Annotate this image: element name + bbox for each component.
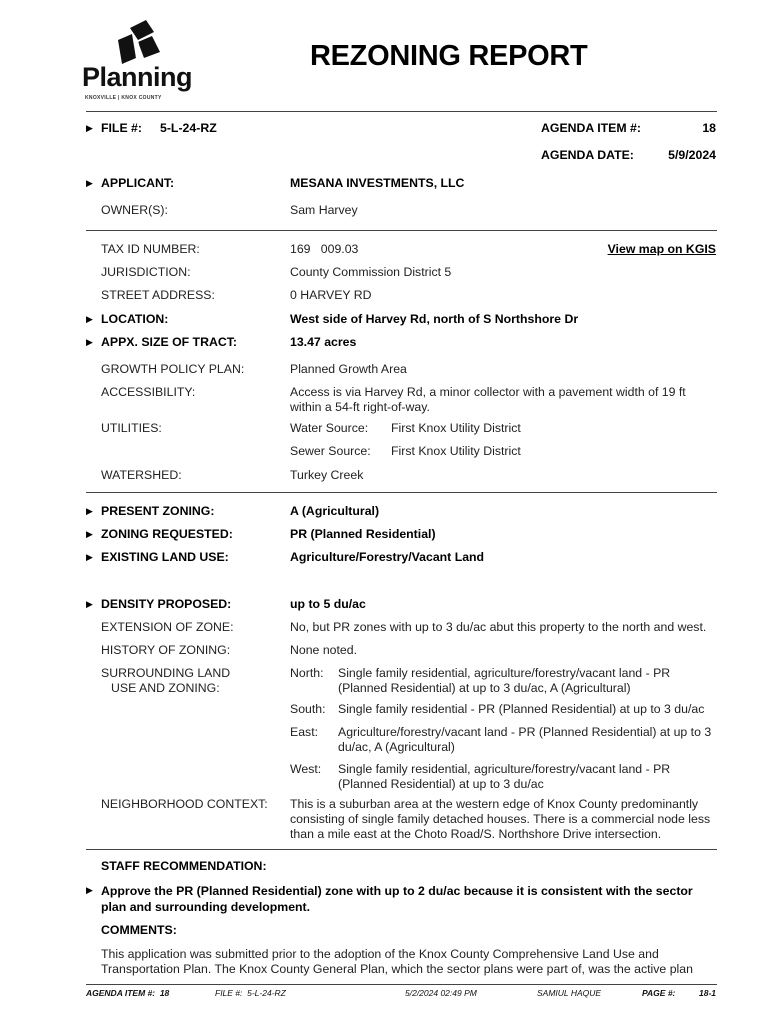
north-label: North: (290, 666, 324, 680)
land-use-label: EXISTING LAND USE: (101, 550, 229, 564)
neighborhood-label: NEIGHBORHOOD CONTEXT: (101, 797, 268, 811)
agenda-date-label: AGENDA DATE: (541, 148, 634, 162)
watershed-value: Turkey Creek (290, 468, 364, 482)
footer-agenda-item: AGENDA ITEM #: 18 (86, 988, 170, 998)
kgis-map-link[interactable]: View map on KGIS (607, 242, 716, 256)
file-number: 5-L-24-RZ (160, 121, 217, 135)
divider (86, 111, 717, 112)
neighborhood-value: This is a suburban area at the western edge of Knox County predominantly consisting of single family detached houses. There is a commercial node less than a mile east at the Choto Road/S. Northshore Drive intersection. (290, 797, 711, 841)
divider (86, 230, 717, 231)
present-zoning-value: A (Agricultural) (290, 504, 380, 518)
logo-subtitle: KNOXVILLE | KNOX COUNTY (85, 95, 162, 101)
sewer-source-value: First Knox Utility District (391, 444, 521, 458)
divider (86, 492, 717, 493)
east-label: East: (290, 725, 319, 739)
growth-value: Planned Growth Area (290, 362, 407, 376)
agenda-date-value: 5/9/2024 (668, 148, 716, 162)
comments-text: This application was submitted prior to the adoption of the Knox County Comprehensive Land Use and Transportation Plan. The Knox County General Plan, which the sector plans were part of, was the active plan (101, 947, 693, 976)
street-value: 0 HARVEY RD (290, 288, 372, 302)
tax-id-value: 169 009.03 (290, 242, 359, 256)
owner-label: OWNER(S): (101, 203, 168, 217)
street-label: STREET ADDRESS: (101, 288, 215, 302)
arrow-icon: ▶ (86, 337, 93, 347)
owner-value: Sam Harvey (290, 203, 358, 217)
access-value: Access is via Harvey Rd, a minor collector with a pavement width of 19 ft within a 54-ft right-of-way. (290, 385, 686, 414)
footer-page-number: 18-1 (698, 988, 716, 998)
location-label: LOCATION: (101, 312, 169, 326)
agenda-item-value: 18 (702, 121, 716, 135)
planning-logo (82, 18, 202, 104)
comments-heading: COMMENTS: (101, 923, 177, 937)
arrow-icon: ▶ (86, 123, 93, 133)
east-value: Agriculture/forestry/vacant land - PR (Planned Residential) at up to 3 du/ac, A (Agricultural) (338, 725, 712, 754)
south-value: Single family residential - PR (Planned Residential) at up to 3 du/ac (338, 702, 705, 716)
north-value: Single family residential, agriculture/forestry/vacant land - PR (Planned Residential) at up to 3 du/ac, A (Agricultural) (338, 666, 671, 695)
footer-rule (86, 984, 717, 985)
surrounding-label: SURROUNDING LAND (101, 666, 231, 680)
west-label: West: (290, 762, 322, 776)
south-label: South: (290, 702, 326, 716)
extension-label: EXTENSION OF ZONE: (101, 620, 234, 634)
applicant-value: MESANA INVESTMENTS, LLC (290, 176, 465, 190)
land-use-value: Agriculture/Forestry/Vacant Land (290, 550, 485, 564)
present-zoning-label: PRESENT ZONING: (101, 504, 215, 518)
agenda-item-label: AGENDA ITEM #: (541, 121, 641, 135)
footer-file: FILE #: 5-L-24-RZ (215, 988, 286, 998)
arrow-icon: ▶ (86, 506, 93, 516)
jurisdiction-label: JURISDICTION: (101, 265, 191, 279)
watershed-label: WATERSHED: (101, 468, 182, 482)
sewer-source-label: Sewer Source: (290, 444, 371, 458)
arrow-icon: ▶ (86, 529, 93, 539)
water-source-value: First Knox Utility District (391, 421, 521, 435)
access-label: ACCESSIBILITY: (101, 385, 196, 399)
applicant-label: APPLICANT: (101, 176, 175, 190)
growth-label: GROWTH POLICY PLAN: (101, 362, 245, 376)
tract-value: 13.47 acres (290, 335, 357, 349)
arrow-icon: ▶ (86, 599, 93, 609)
history-label: HISTORY OF ZONING: (101, 643, 231, 657)
footer-date: 5/2/2024 02:49 PM (405, 988, 477, 998)
zoning-requested-label: ZONING REQUESTED: (101, 527, 233, 541)
footer-staff: SAMIUL HAQUE (537, 988, 602, 998)
planning-logo-icon (108, 18, 168, 66)
staff-recommendation: Approve the PR (Planned Residential) zone with up to 2 du/ac because it is consistent with the sector plan and surrounding development. (101, 884, 693, 914)
arrow-icon: ▶ (86, 314, 93, 324)
density-value: up to 5 du/ac (290, 597, 366, 611)
file-label: FILE #: (101, 121, 142, 135)
staff-heading: STAFF RECOMMENDATION: (101, 859, 267, 873)
arrow-icon: ▶ (86, 885, 93, 895)
arrow-icon: ▶ (86, 178, 93, 188)
utilities-label: UTILITIES: (101, 421, 162, 435)
arrow-icon: ▶ (86, 552, 93, 562)
surrounding-label-2: USE AND ZONING: (111, 681, 220, 695)
history-value: None noted. (290, 643, 358, 657)
tract-label: APPX. SIZE OF TRACT: (101, 335, 237, 349)
jurisdiction-value: County Commission District 5 (290, 265, 452, 279)
page-title: REZONING REPORT (310, 40, 588, 72)
water-source-label: Water Source: (290, 421, 369, 435)
extension-value: No, but PR zones with up to 3 du/ac abut this property to the north and west. (290, 620, 707, 634)
logo-word: Planning (82, 62, 192, 92)
divider (86, 849, 717, 850)
footer-page-label: PAGE #: (642, 988, 676, 998)
tax-id-label: TAX ID NUMBER: (101, 242, 200, 256)
density-label: DENSITY PROPOSED: (101, 597, 232, 611)
west-value: Single family residential, agriculture/forestry/vacant land - PR (Planned Residential) at up to 3 du/ac (338, 762, 671, 791)
zoning-requested-value: PR (Planned Residential) (290, 527, 436, 541)
location-value: West side of Harvey Rd, north of S Northshore Dr (290, 312, 579, 326)
